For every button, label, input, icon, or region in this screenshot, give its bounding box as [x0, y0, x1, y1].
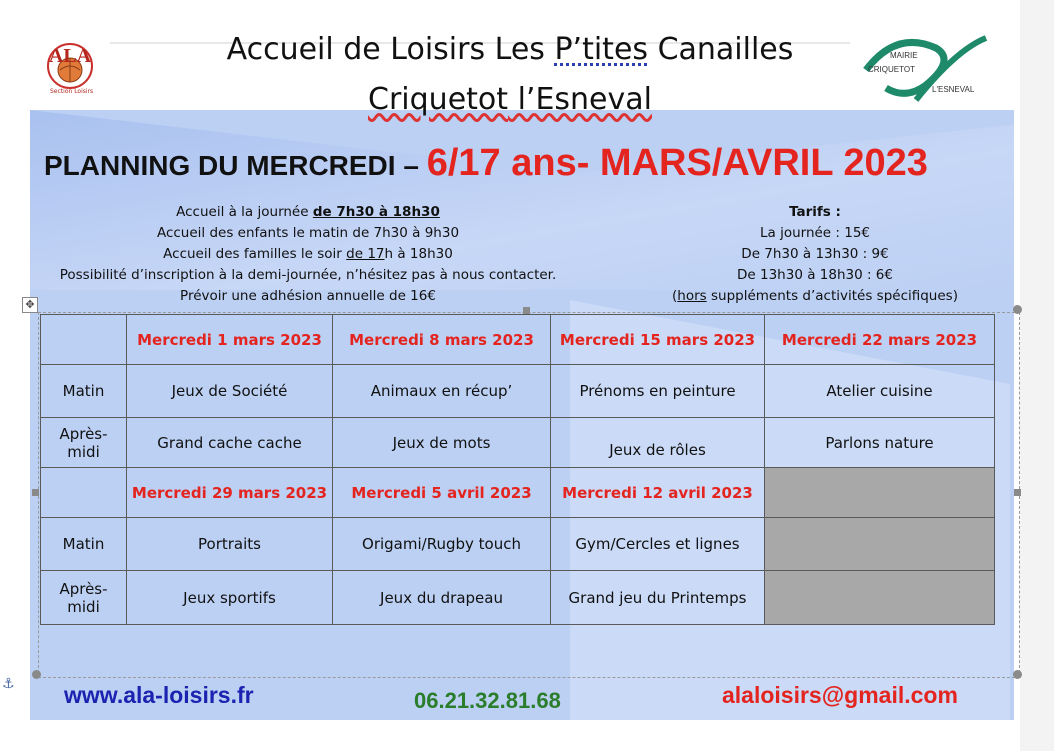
ala-logo-caption: Section Loisirs	[50, 88, 94, 95]
date-cell: Mercredi 8 mars 2023	[333, 315, 551, 365]
table-row-morning-2	[41, 518, 995, 571]
info-line-4: Possibilité d’inscription à la demi-journée, n’hésitez pas à nous contacter.	[59, 267, 557, 283]
date-cell: Mercredi 29 mars 2023	[127, 468, 333, 518]
footer-phone: 06.21.32.81.68	[414, 688, 561, 713]
activity-cell: Jeux sportifs	[127, 571, 333, 625]
planning-table	[40, 314, 995, 625]
info-line-1: Accueil à la journée de 7h30 à 18h30	[176, 204, 440, 220]
tarif-line-3: De 13h30 à 18h30 : 6€	[737, 267, 893, 283]
row-label-morning: Matin	[41, 518, 127, 571]
tarif-line-1: La journée : 15€	[759, 225, 871, 241]
activity-cell: Grand cache cache	[127, 418, 333, 468]
table-cell-empty	[41, 468, 127, 518]
table-row-dates-1	[41, 315, 995, 365]
resize-handle-top-right[interactable]	[1013, 305, 1022, 314]
planning-heading: PLANNING DU MERCREDI – 6/17 ans- MARS/AVRIL 2023	[44, 142, 928, 184]
table-row-afternoon-2	[41, 571, 995, 625]
resize-handle-left[interactable]	[32, 489, 39, 496]
table-move-handle-icon[interactable]: ✥	[22, 297, 38, 313]
activity-cell: Gym/Cercles et lignes	[551, 518, 765, 571]
anchor-icon: ⚓	[2, 676, 15, 692]
empty-grey-cell	[765, 571, 995, 625]
schedule-info	[48, 202, 568, 307]
date-cell: Mercredi 5 avril 2023	[333, 468, 551, 518]
activity-cell: Animaux en récup’	[333, 365, 551, 418]
date-cell: Mercredi 12 avril 2023	[551, 468, 765, 518]
mairie-logo-top: MAIRIE	[890, 51, 918, 60]
footer-website[interactable]: www.ala-loisirs.fr	[64, 682, 254, 708]
activity-cell: Prénoms en peinture	[551, 365, 765, 418]
row-label-afternoon: Après-midi	[41, 418, 127, 468]
tarif-line-4: (hors suppléments d’activités spécifiques)	[672, 288, 958, 304]
empty-grey-cell	[765, 518, 995, 571]
activity-cell: Jeux du drapeau	[333, 571, 551, 625]
title-line-1: Accueil de Loisirs Les P’tites Canailles	[226, 32, 794, 67]
date-cell: Mercredi 15 mars 2023	[551, 315, 765, 365]
row-label-morning: Matin	[41, 365, 127, 418]
activity-cell: Origami/Rugby touch	[333, 518, 551, 571]
info-line-2: Accueil des enfants le matin de 7h30 à 9h30	[156, 225, 460, 241]
activity-cell: Jeux de mots	[333, 418, 551, 468]
activity-cell: Portraits	[127, 518, 333, 571]
ala-logo-letters: ALA	[48, 45, 92, 67]
date-cell: Mercredi 1 mars 2023	[127, 315, 333, 365]
tarif-line-2: De 7h30 à 13h30 : 9€	[741, 246, 889, 262]
info-line-3: Accueil des familles le soir de 17h à 18h30	[163, 246, 453, 262]
info-line-5: Prévoir une adhésion annuelle de 16€	[180, 288, 436, 304]
activity-cell: Jeux de Société	[127, 365, 333, 418]
tarifs-info	[660, 202, 970, 307]
resize-handle-right[interactable]	[1014, 489, 1021, 496]
mairie-logo-bottom: L'ESNEVAL	[932, 85, 975, 94]
table-row-afternoon-1	[41, 418, 995, 468]
row-label-afternoon: Après-midi	[41, 571, 127, 625]
tarifs-title: Tarifs :	[789, 204, 841, 220]
activity-cell: Jeux de rôles	[551, 418, 765, 468]
footer-email[interactable]: alaloisirs@gmail.com	[722, 682, 958, 708]
empty-grey-cell	[765, 468, 995, 518]
activity-cell: Grand jeu du Printemps	[551, 571, 765, 625]
mairie-logo-mid: CRIQUETOT	[868, 65, 915, 74]
activity-cell: Parlons nature	[765, 418, 995, 468]
resize-handle-bottom-right[interactable]	[1013, 670, 1022, 679]
title-line-2: Criquetot l’Esneval	[368, 82, 652, 117]
activity-cell: Atelier cuisine	[765, 365, 995, 418]
table-row-dates-2	[41, 468, 995, 518]
resize-handle-top[interactable]	[523, 307, 530, 314]
table-cell-empty	[41, 315, 127, 365]
resize-handle-bottom-left[interactable]	[32, 670, 41, 679]
date-cell: Mercredi 22 mars 2023	[765, 315, 995, 365]
table-row-morning-1	[41, 365, 995, 418]
mairie-logo	[856, 30, 994, 110]
